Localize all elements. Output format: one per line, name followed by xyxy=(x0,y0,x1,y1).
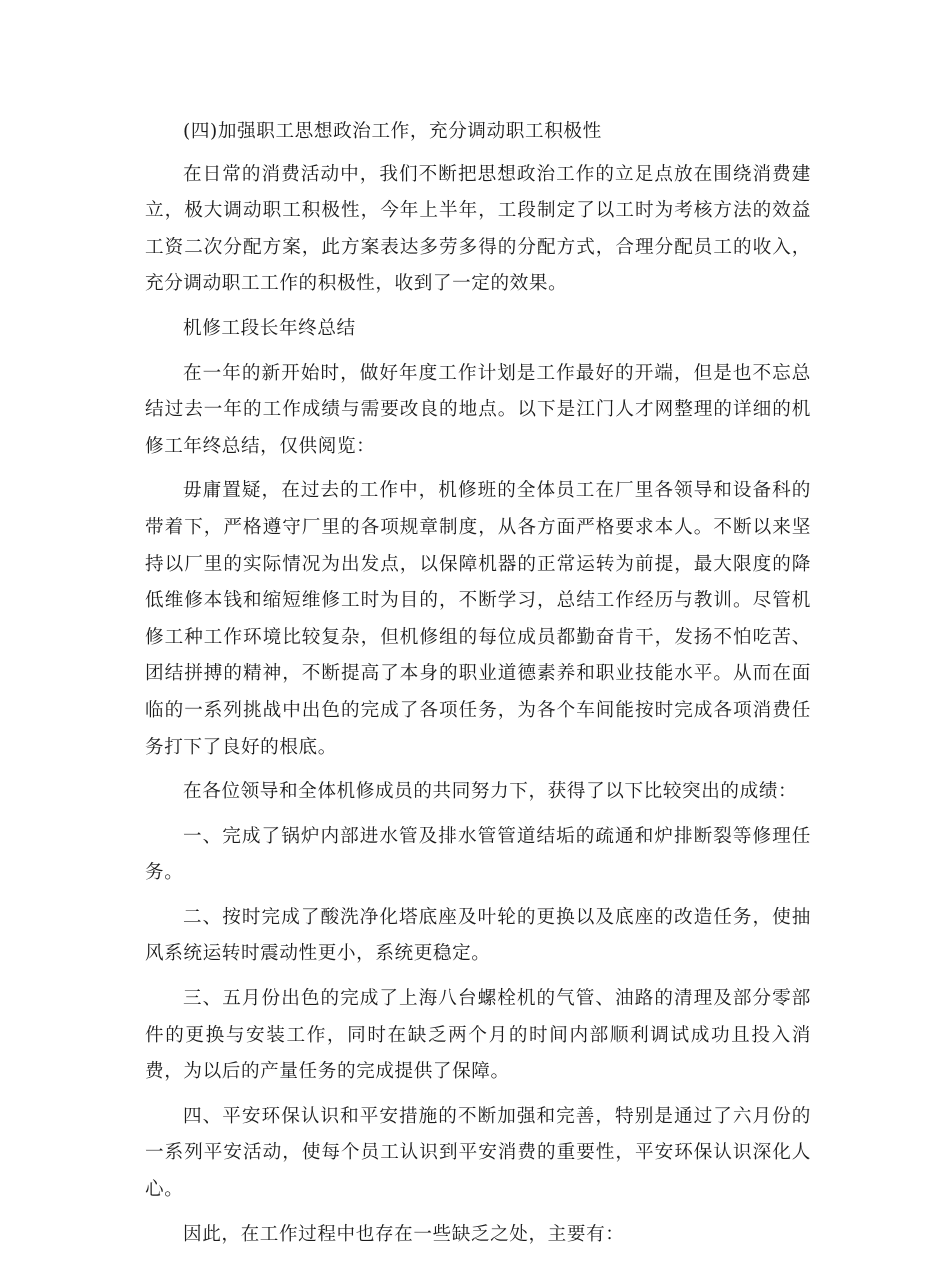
paragraph-1: 在日常的消费活动中，我们不断把思想政治工作的立足点放在围绕消费建立，极大调动职工积极性，今年上半年，工段制定了以工时为考核方法的效益工资二次分配方案，此方案表达多劳多得的分配方式，合理分配员工的收入，充分调动职工工作的积极性，收到了一定的效果。 xyxy=(145,163,811,295)
paragraph-3: 在一年的新开始时，做好年度工作计划是工作最好的开端，但是也不忘总结过去一年的工作成绩与需要改良的地点。以下是江门人才网整理的详细的机修工年终总结，仅供阅览： xyxy=(145,362,811,457)
paragraph-10: 因此，在工作过程中也存在一些缺乏之处，主要有： xyxy=(183,1223,625,1245)
paragraph-2-title: 机修工段长年终总结 xyxy=(183,317,356,339)
document-body xyxy=(145,114,811,1261)
paragraph-8: 三、五月份出色的完成了上海八台螺栓机的气管、油路的清理及部分零部件的更换与安装工作，同时在缺乏两个月的时间内部顺利调试成功且投入消费，为以后的产量任务的完成提供了保障。 xyxy=(145,988,811,1083)
paragraph-4: 毋庸置疑，在过去的工作中，机修班的全体员工在厂里各领导和设备科的带着下，严格遵守厂里的各项规章制度，从各方面严格要求本人。不断以来坚持以厂里的实际情况为出发点，以保障机器的正常运转为前提，最大限度的降低维修本钱和缩短维修工时为目的，不断学习，总结工作经历与教训。尽管机修工种工作环境比较复杂，但机修组的每位成员都勤奋肯干，发扬不怕吃苦、团结拼搏的精神，不断提高了本身的职业道德素养和职业技能水平。从而在面临的一系列挑战中出色的完成了各项任务，为各个车间能按时完成各项消费任务打下了良好的根底。 xyxy=(145,480,811,758)
paragraph-9: 四、平安环保认识和平安措施的不断加强和完善，特别是通过了六月份的一系列平安活动，使每个员工认识到平安消费的重要性，平安环保认识深化人心。 xyxy=(145,1105,811,1201)
section-heading: (四)加强职工思想政治工作，充分调动职工积极性 xyxy=(183,121,602,142)
paragraph-7: 二、按时完成了酸洗净化塔底座及叶轮的更换以及底座的改造任务，使抽风系统运转时震动性更小，系统更稳定。 xyxy=(145,906,811,965)
paragraph-6: 一、完成了锅炉内部进水管及排水管管道结垢的疏通和炉排断裂等修理任务。 xyxy=(145,825,811,884)
paragraph-5: 在各位领导和全体机修成员的共同努力下，获得了以下比较突出的成绩： xyxy=(183,781,798,803)
